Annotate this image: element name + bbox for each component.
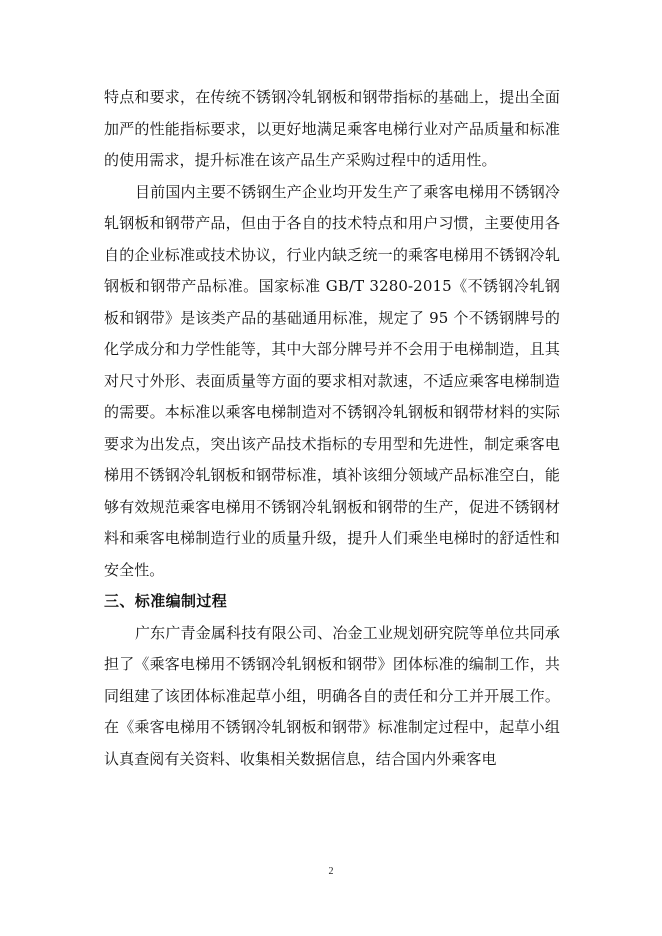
paragraph-intro-continuation: 特点和要求，在传统不锈钢冷轧钢板和钢带指标的基础上，提出全面加严的性能指标要求，以更好地满足乘客电梯行业对产品质量和标准的使用需求，提升标准在该产品生产采购过程中的适用性。 xyxy=(104,88,560,169)
paragraph-drafting-process: 广东广青金属科技有限公司、冶金工业规划研究院等单位共同承担了《乘客电梯用不锈钢冷轧钢板和钢带》团体标准的编制工作，共同组建了该团体标准起草小组，明确各自的责任和分工并开展工作。在《乘客电梯用不锈钢冷轧钢板和钢带》标准制定过程中，起草小组认真查阅有关资料、收集相关数据信息，结合国内外乘客电 xyxy=(104,623,560,768)
paragraph-background: 目前国内主要不锈钢生产企业均开发生产了乘客电梯用不锈钢冷轧钢板和钢带产品，但由于各自的技术特点和用户习惯，主要使用各自的企业标准或技术协议，行业内缺乏统一的乘客电梯用不锈钢冷轧钢板和钢带产品标准。国家标准 GB/T 3280-2015《不锈钢冷轧钢板和钢带》是该类产品的基础通用标准，规定了 95 个不锈钢牌号的化学成分和力学性能等，其中大部分牌号并不会用于电梯制造，且其对尺寸外形、表面质量等方面的要求相对款速，不适应乘客电梯制造的需要。本标准以乘客电梯制造对不锈钢冷轧钢板和钢带材料的实际要求为出发点，突出该产品技术指标的专用型和先进性，制定乘客电梯用不锈钢冷轧钢板和钢带标准，填补该细分领域产品标准空白，能够有效规范乘客电梯用不锈钢冷轧钢板和钢带的生产，促进不锈钢材料和乘客电梯制造行业的质量升级，提升人们乘坐电梯时的舒适性和安全性。 xyxy=(104,182,560,579)
body-text xyxy=(104,82,560,775)
section-heading: 三、标准编制过程 xyxy=(104,592,228,610)
page-number: 2 xyxy=(328,866,334,877)
